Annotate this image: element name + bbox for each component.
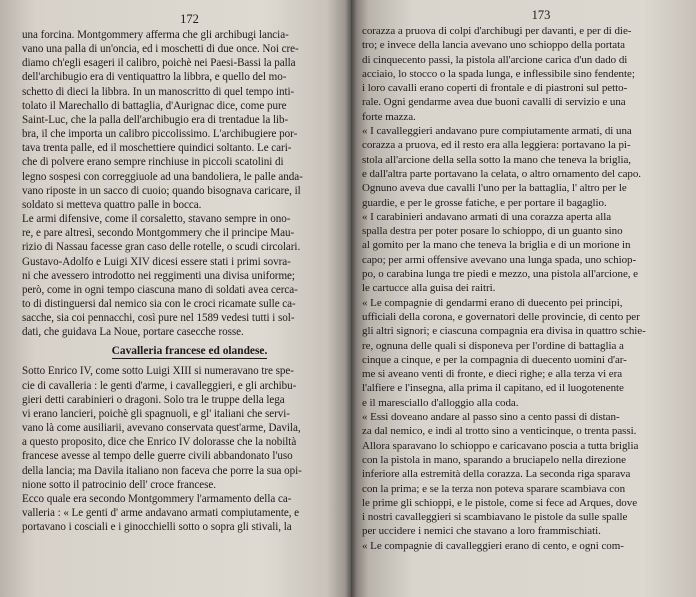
text-line: stola all'arcione della sella sotto la mano che teneva la briglia, [362, 153, 631, 166]
text-line: bra, il che importa un calibro piccolissimo. L'archibugiere por- [22, 128, 298, 141]
text-line: rale. Ogni gendarme avea due buoni cavalli di servizio e una [362, 96, 626, 109]
text-line: i nostri cavalleggieri si scambiavano le pistole da sulle spalle [362, 511, 628, 524]
text-line: vano là come ausiliarii, avevano conservata quest'arme, Davila, [22, 422, 301, 435]
text-line: gieri detti carabinieri o dragoni. Solo tra le truppe della lega [22, 393, 285, 406]
text-line: a questo proposito, dice che Enrico IV dolorasse che la nobiltà [22, 436, 297, 449]
text-line: diamo ch'egli esageri il calibro, poichè nei Paesi-Bassi la palla [22, 57, 296, 70]
text-line: « Le compagnie di cavalleggieri erano di cento, e ogni com- [362, 539, 624, 552]
text-line: forte mazza. [362, 110, 416, 123]
text-line: soldato si metteva quattro palle in bocca. [22, 198, 202, 211]
text-line: « Le compagnie di gendarmi erano di duecento pei principi, [362, 296, 623, 309]
text-line: i loro cavalli erano coperti di frontale e di piastroni sul petto- [362, 82, 628, 95]
text-line: valleria : « Le genti d' arme andavano armati compiutamente, e [22, 507, 300, 519]
text-line: per uccidere i nemici che stavano a loro frammischiati. [362, 525, 601, 538]
text-line: Gustavo-Adolfo e Luigi XIV dicesi essere stati i primi sovra- [22, 255, 291, 268]
text-line: tolato il Marechallo di battaglia, d'Aurignac dice, come pure [22, 99, 287, 112]
text-line: cinque a cinque, e per la compagnia di duecento uomini d'ar- [362, 353, 627, 366]
page-number: 172 [180, 12, 199, 26]
text-line: acciaio, lo stocco o la spada lunga, e inflessibile sino fendente; [362, 67, 635, 80]
text-line: cie di cavalleria : le genti d'arme, i cavalleggieri, e gli archibu- [22, 379, 297, 392]
text-line: « I carabinieri andavano armati di una corazza aperta alla [362, 210, 612, 223]
text-line: Sotto Enrico IV, come sotto Luigi XIII si numeravano tre spe- [22, 365, 294, 378]
section-heading-text: Cavalleria francese ed olandese. [111, 345, 268, 358]
text-line: vano riposte in un sacco di cuoio; quando bisognava caricare, il [22, 184, 301, 197]
text-line: le cartucce alla guisa dei raitri. [362, 282, 496, 295]
text-line: al gomito per la mano che teneva la briglia e di un morione in [362, 239, 631, 252]
text-line: tro; e invece della lancia avevano uno schioppo della portata [362, 39, 625, 52]
text-line: francese avesse al tempo delle guerre civili abbandonato l'uso [22, 450, 293, 463]
text-line: l'alfiere e l'insegna, alla prima il capitano, ed il luogotenente [362, 382, 624, 395]
text-line: e dall'altra parte portavano la celata, o altro ornamento del capo. [362, 167, 641, 180]
text-line: Allora sparavano lo schioppo e caricavano poscia a tutta briglia [362, 439, 639, 452]
text-line: rizio di Nassau facesse gran caso delle rotelle, o scudi circolari. [22, 241, 301, 254]
text-line: però, come in ogni tempo ciascuna mano di soldati avea cerca- [22, 283, 298, 296]
text-line: po, o carabina lunga tre piedi e mezzo, una pistola all'arcione, e [362, 268, 639, 281]
text-line: guardie, e per le grosse fatiche, e per portare il bagaglio. [362, 196, 607, 209]
text-line: e il maresciallo d'alloggio alla coda. [362, 396, 519, 409]
text-line: dell'archibugio era di ventiquattro la libbra, e quello del mo- [22, 71, 287, 84]
text-line: corazza a pruova, ed il resto era alla leggiera: portavano la pi- [362, 139, 631, 152]
text-line: portavano i cosciali e i ginocchielli sotto o sopra gli stivali, la [22, 521, 292, 534]
text-line: re, e pare altresì, secondo Montgommery che il principe Mau- [22, 227, 295, 240]
right-page [351, 0, 696, 597]
text-line: capo; per armi offensive avevano una lunga spada, uno schiop- [362, 253, 637, 266]
text-line: Le armi difensive, come il corsaletto, stavano sempre in ono- [22, 213, 291, 226]
text-line: legno sospesi con correggiuole ad una bandoliera, le palle anda- [22, 170, 303, 183]
text-line: ufficiali della corona, e governatori delle provincie, di cento per [362, 310, 640, 323]
text-block [362, 24, 690, 553]
section-heading [22, 342, 343, 360]
text-line: Ecco quale era secondo Montgommery l'armamento della ca- [22, 492, 292, 505]
text-line: me si aveano venti di fronte, e dieci righe; e alla terza vi era [362, 368, 623, 381]
text-line: spalla destra per poter posare lo schioppo, di un guanto sino [362, 225, 623, 238]
text-line: re, ognuna delle quali si disponeva per l'ordine di battaglia a [362, 339, 624, 352]
text-line: le prime gli schioppi, e le pistole, come si fece ad Arques, dove [362, 496, 638, 509]
text-line: ni che avessero introdotto nei reggimenti una divisa uniforme; [22, 269, 295, 282]
text-line: della lancia; ma Davila italiano non faceva che porre la sua opi- [22, 464, 302, 477]
text-line: sacche, sia coi pennacchi, così pure nel 1589 vedesi tutti i sol- [22, 312, 295, 325]
text-line: con la prima; e se la terza non poteva sparare scambiava con [362, 482, 626, 495]
text-line: za dal nemico, e indi al trotto sino a venticinque, o trenta passi. [362, 425, 637, 438]
text-line: Ognuno aveva due cavalli l'uno per la battaglia, l' altro per le [362, 182, 627, 195]
text-line: Saint-Luc, che la palla dell'archibugio era di trentadue la lib- [22, 113, 289, 126]
text-line: con la pistola in mano, sparando a bruciapelo nella direzione [362, 453, 626, 466]
text-line: tava trenta palle, ed il moschettiere quindici soltanto. Le cari- [22, 142, 292, 155]
text-line: « I cavalleggieri andavano pure compiutamente armati, di una [362, 125, 632, 138]
text-block-lower [22, 364, 343, 534]
text-line: di cinquecento passi, la pistola all'arcione carica d'un dado di [362, 53, 628, 66]
text-line: che di polvere erano sempre rinchiuse in piccoli scatolini di [22, 156, 284, 169]
text-line: inferiore alla estremità della corazza. La seconda riga sparava [362, 468, 631, 481]
text-line: gli altri signori; e ciascuna compagnia era divisa in quattro schie- [362, 325, 646, 338]
text-block-upper [22, 28, 343, 339]
text-line: vano una palla di un'oncia, ed i moschetti di due once. Noi cre- [22, 43, 299, 56]
text-line: una forcina. Montgommery afferma che gli archibugi lancia- [22, 29, 289, 41]
text-line: vi erano lancieri, poichè gli spagnuoli, e gl' italiani che servi- [22, 407, 290, 420]
text-line: corazza a pruova di colpi d'archibugi per davanti, e per di die- [362, 25, 632, 37]
text-line: nione sotto il patrocinio dell' croce francese. [22, 478, 217, 491]
text-line: schetto di dieci la libbra. In un manoscritto di quel tempo inti- [22, 85, 295, 98]
text-line: dati, che guidava La Noue, portare casecche rosse. [22, 326, 244, 339]
text-line: to di distinguersi dal nemico sia con le croci ricamate sulle ca- [22, 297, 296, 310]
text-line: « Essi doveano andare al passo sino a cento passi di distan- [362, 411, 620, 424]
page-number: 173 [531, 8, 551, 22]
